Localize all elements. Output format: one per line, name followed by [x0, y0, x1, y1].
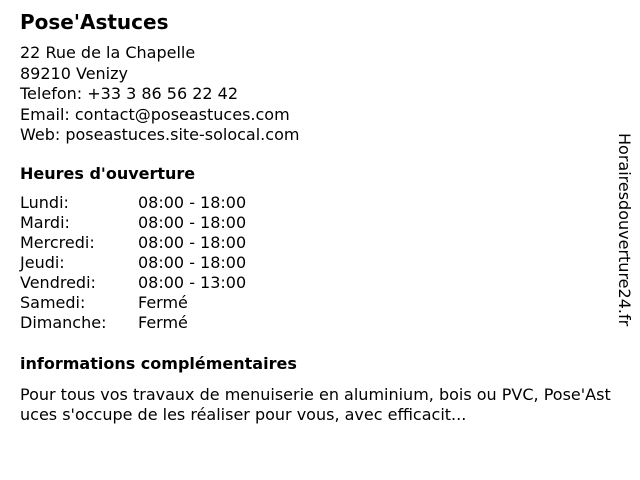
hours-row-friday [20, 273, 246, 293]
phone-text: Telefon: +33 3 86 56 22 42 [20, 84, 239, 103]
thursday-hours: 08:00 - 18:00 [138, 253, 247, 272]
hours-row-monday [20, 193, 246, 213]
contact-block [20, 43, 299, 146]
additional-info-heading: informations complémentaires [20, 354, 297, 373]
business-description: Pour tous vos travaux de menuiserie en aluminium, bois ou PVC, Pose'Astuces s'occupe de les réaliser pour vous, avec efficacit... [20, 385, 611, 424]
monday-hours: 08:00 - 18:00 [138, 193, 247, 212]
thursday-label: Jeudi: [20, 253, 65, 272]
friday-label: Vendredi: [20, 273, 96, 292]
saturday-hours: Fermé [138, 293, 188, 312]
website-text: Web: poseastuces.site-solocal.com [20, 125, 300, 144]
hours-row-thursday [20, 253, 246, 273]
hours-row-sunday [20, 313, 246, 333]
business-name: Pose'Astuces [20, 10, 169, 34]
hours-row-saturday [20, 293, 246, 313]
tuesday-label: Mardi: [20, 213, 70, 232]
sunday-label: Dimanche: [20, 313, 107, 332]
tuesday-hours: 08:00 - 18:00 [138, 213, 247, 232]
address-line-2: 89210 Venizy [20, 63, 128, 83]
hours-row-wednesday [20, 233, 246, 253]
sunday-hours: Fermé [138, 313, 188, 332]
friday-hours: 08:00 - 13:00 [138, 273, 247, 292]
saturday-label: Samedi: [20, 293, 86, 312]
wednesday-hours: 08:00 - 18:00 [138, 233, 247, 252]
email-text: Email: contact@poseastuces.com [20, 104, 290, 124]
opening-hours-table [20, 193, 246, 333]
brand-watermark: Horairesdouverture24.fr [615, 133, 634, 327]
wednesday-label: Mercredi: [20, 233, 95, 252]
monday-label: Lundi: [20, 193, 69, 212]
address-line-1: 22 Rue de la Chapelle [20, 43, 196, 62]
hours-heading: Heures d'ouverture [20, 164, 196, 183]
hours-row-tuesday [20, 213, 246, 233]
